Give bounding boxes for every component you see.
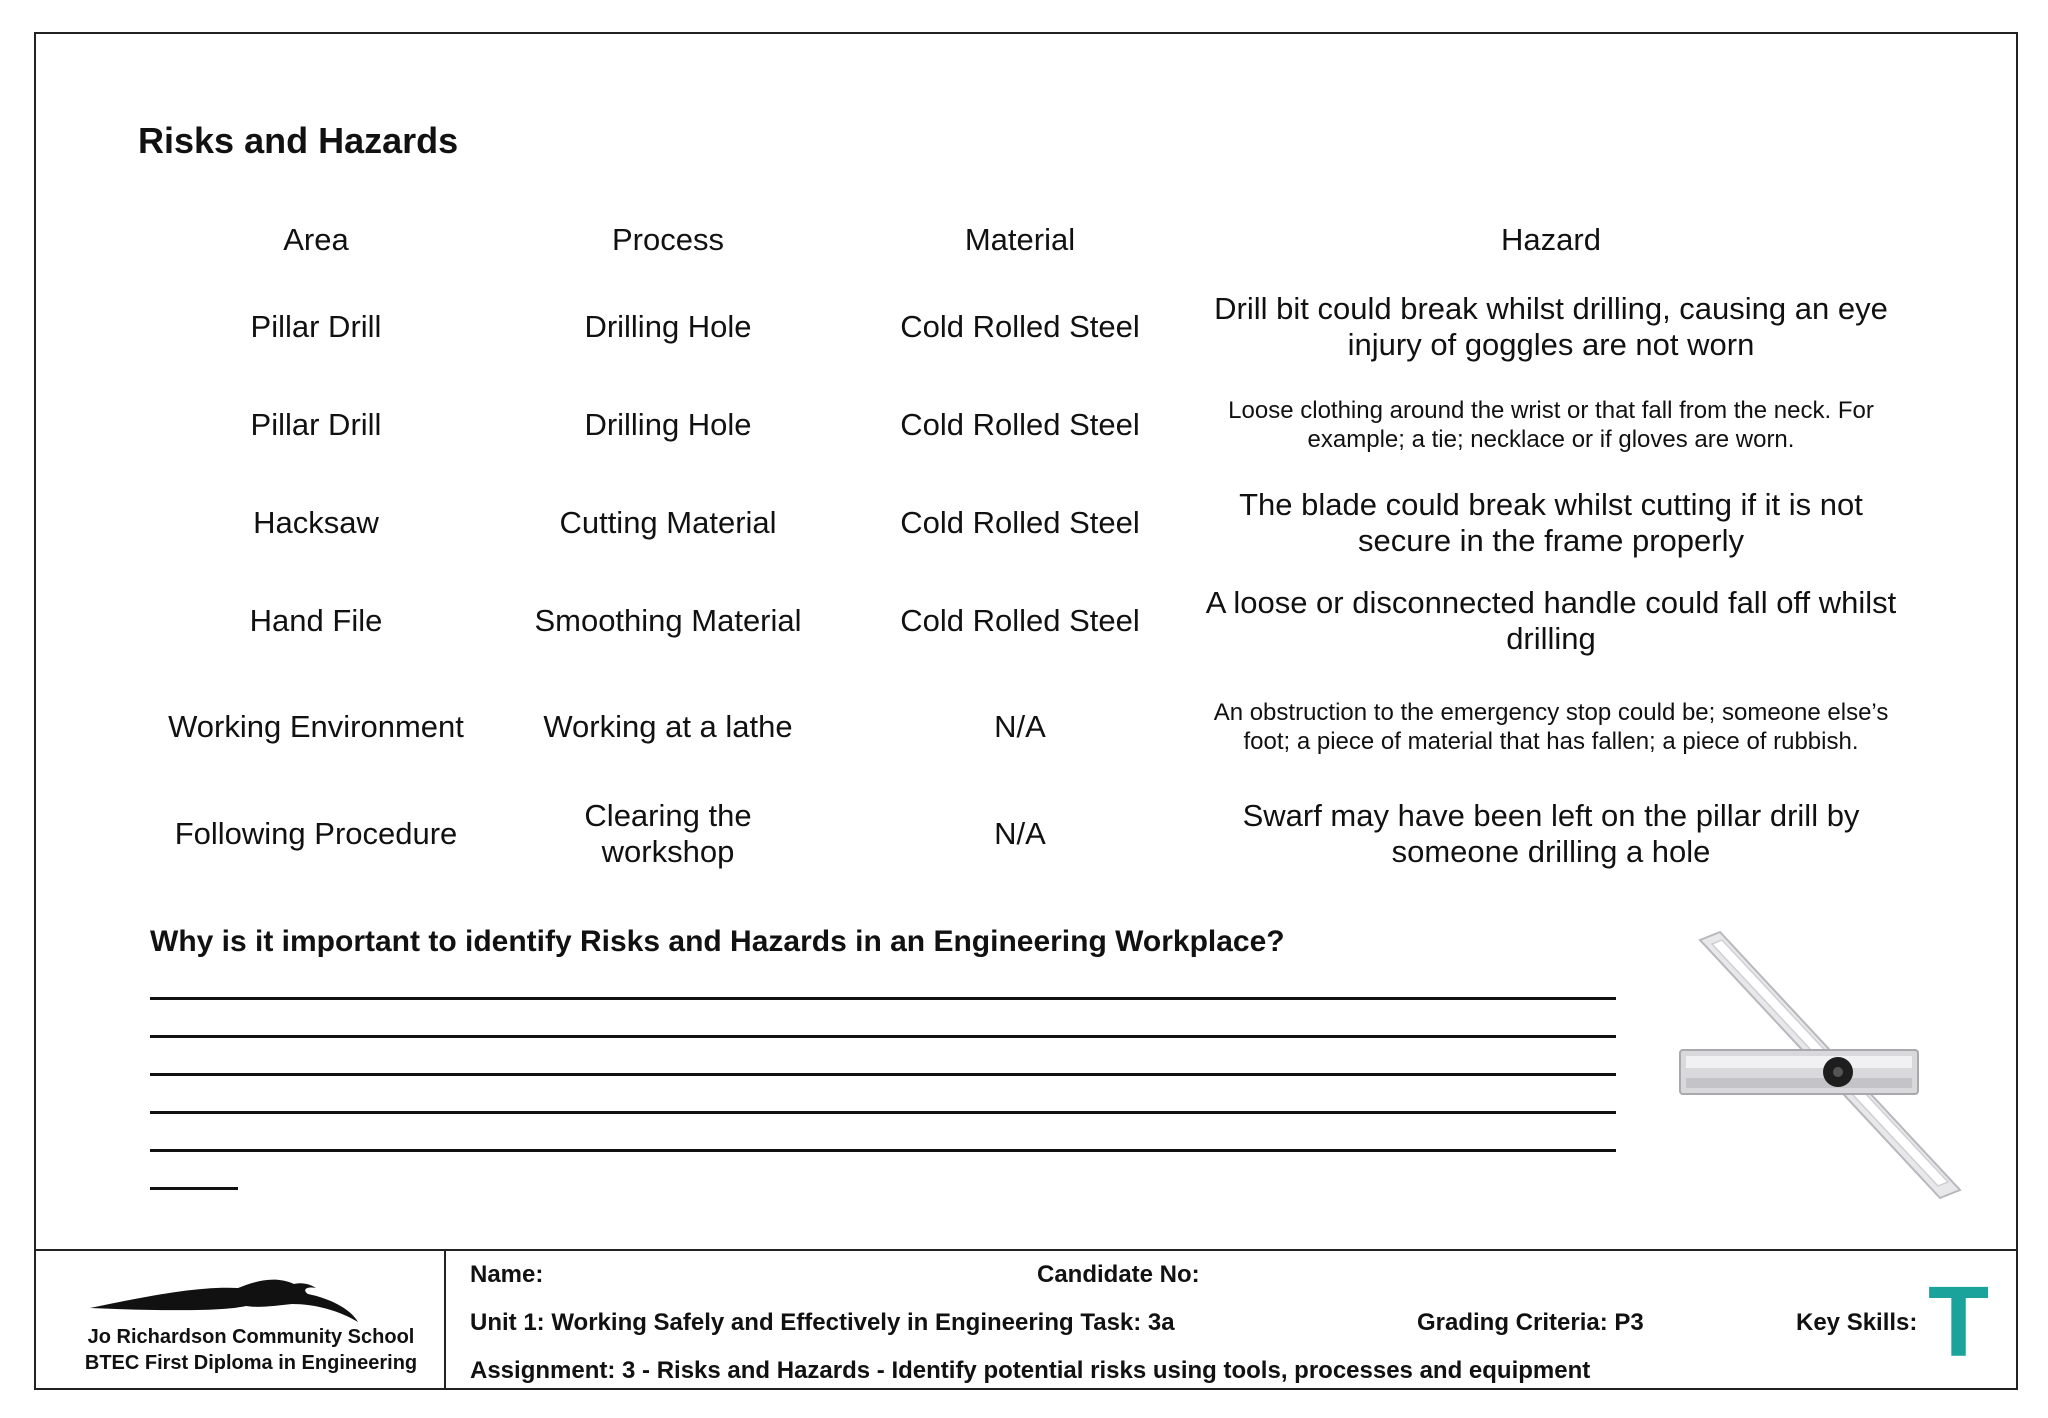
answer-line[interactable] <box>150 1187 238 1190</box>
table-row-process: Clearing the workshop <box>584 798 752 869</box>
key-skills-badge: T <box>1928 1266 1990 1378</box>
bevel-lock-knob-center <box>1833 1067 1843 1077</box>
answer-line[interactable] <box>150 1035 1616 1038</box>
table-row-process: Working at a lathe <box>543 709 793 744</box>
table-row-hazard: Drill bit could break whilst drilling, causing an eye injury of goggles are not worn <box>1214 291 1888 362</box>
table-row-area: Working Environment <box>168 709 464 744</box>
answer-line[interactable] <box>150 997 1616 1000</box>
header-material: Material <box>964 222 1076 257</box>
table-row-hazard: A loose or disconnected handle could fall off whilst drilling <box>1205 585 1897 656</box>
table-row-area: Hand File <box>249 603 383 638</box>
table-row-process: Cutting Material <box>559 505 777 540</box>
key-skills-label: Key Skills: <box>1796 1309 1918 1336</box>
grading-criteria: Grading Criteria: P3 <box>1417 1309 1644 1336</box>
table-row-process: Drilling Hole <box>584 407 752 442</box>
table-row-material: Cold Rolled Steel <box>900 603 1140 638</box>
table-row-hazard: Loose clothing around the wrist or that fall from the neck. For example; a tie; necklace or if gloves are worn. <box>1228 397 1874 453</box>
table-row-material: N/A <box>994 709 1046 744</box>
candidate-label: Candidate No: <box>1037 1261 1200 1288</box>
table-row-area: Pillar Drill <box>250 309 382 344</box>
answer-line[interactable] <box>150 1111 1616 1114</box>
table-row-material: N/A <box>994 816 1046 851</box>
table-row-material: Cold Rolled Steel <box>900 309 1140 344</box>
answer-line[interactable] <box>150 1073 1616 1076</box>
table-row-area: Following Procedure <box>174 816 458 851</box>
header-hazard: Hazard <box>1501 222 1601 257</box>
table-row-area: Hacksaw <box>253 505 379 540</box>
course-name: BTEC First Diploma in Engineering <box>84 1352 418 1374</box>
page-title: Risks and Hazards <box>138 120 459 161</box>
question-heading: Why is it important to identify Risks and Hazards in an Engineering Workplace? <box>150 925 1285 958</box>
name-label: Name: <box>470 1261 544 1288</box>
bevel-stock <box>1680 1050 1918 1094</box>
header-area: Area <box>283 222 349 257</box>
answer-line[interactable] <box>150 1149 1616 1152</box>
table-row-material: Cold Rolled Steel <box>900 505 1140 540</box>
header-process: Process <box>612 222 724 257</box>
unit-text: Unit 1: Working Safely and Effectively in Engineering Task: 3a <box>470 1309 1175 1336</box>
assignment-text: Assignment: 3 - Risks and Hazards - Identify potential risks using tools, processes and equipment <box>470 1357 1591 1384</box>
table-row-hazard: An obstruction to the emergency stop could be; someone else’s foot; a piece of material that has fallen; a piece of rubbish. <box>1213 699 1889 755</box>
footer-divider <box>444 1249 446 1390</box>
table-row-process: Smoothing Material <box>534 603 802 638</box>
table-row-process: Drilling Hole <box>584 309 752 344</box>
sliding-bevel-icon <box>1660 920 1980 1220</box>
table-row-hazard: Swarf may have been left on the pillar drill by someone drilling a hole <box>1242 798 1860 869</box>
school-name: Jo Richardson Community School <box>87 1326 415 1348</box>
bird-logo-icon <box>88 1272 368 1328</box>
table-row-material: Cold Rolled Steel <box>900 407 1140 442</box>
table-row-hazard: The blade could break whilst cutting if it is not secure in the frame properly <box>1239 487 1863 558</box>
table-row-area: Pillar Drill <box>250 407 382 442</box>
